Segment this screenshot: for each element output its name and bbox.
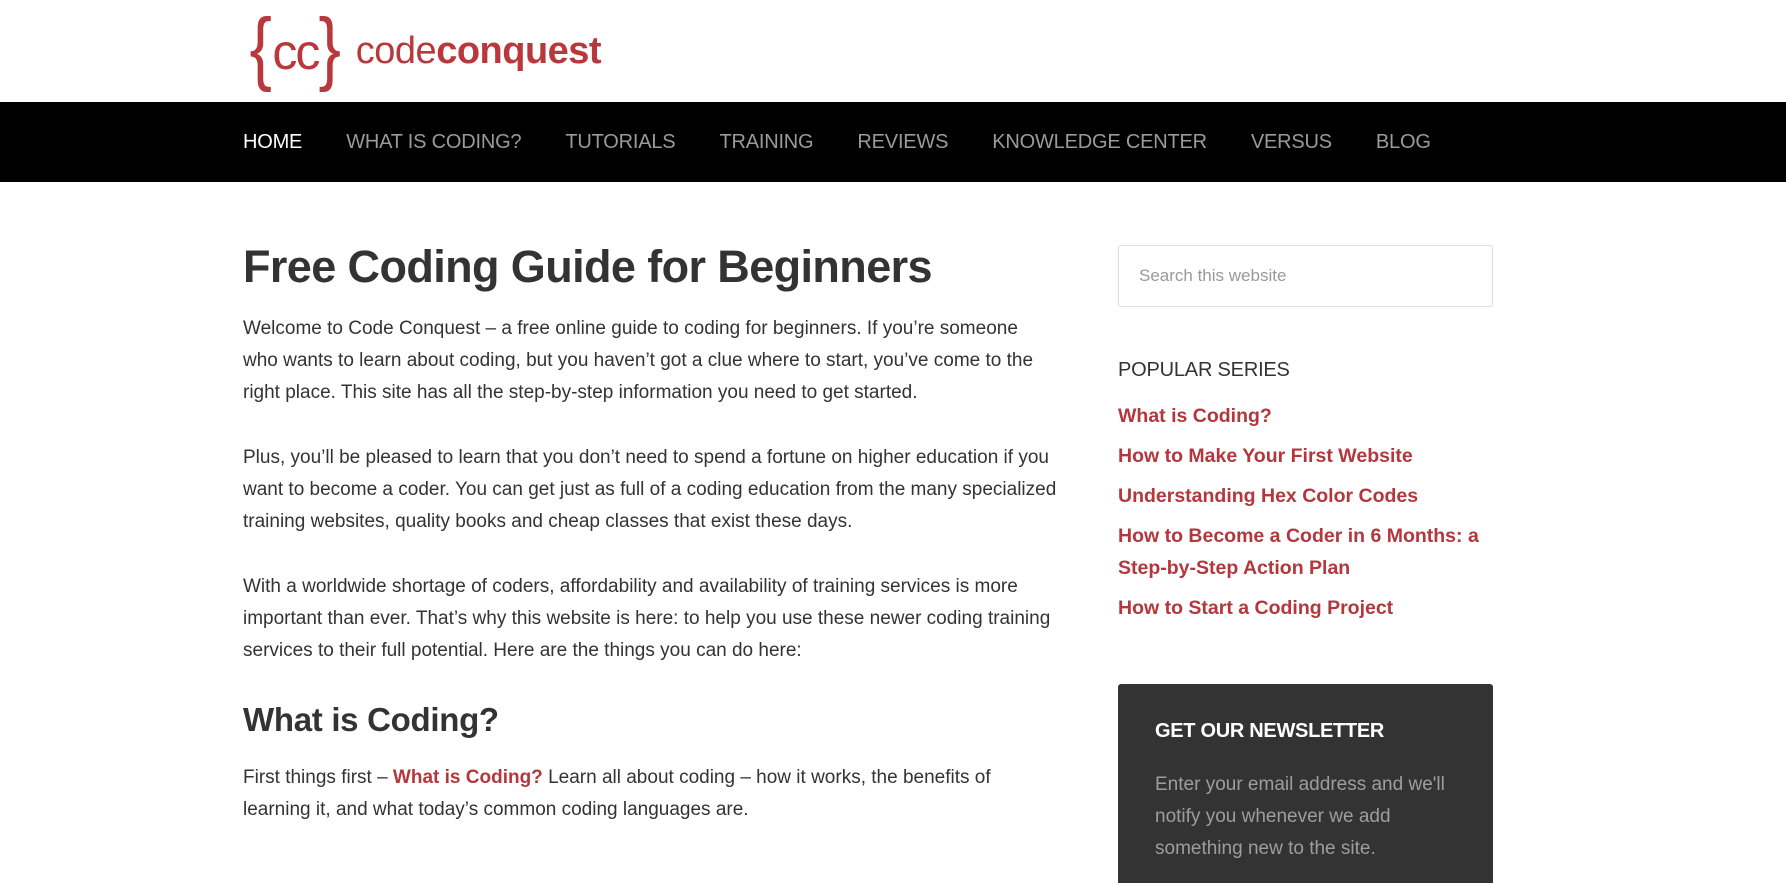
section-text-before: First things first – bbox=[243, 767, 393, 788]
newsletter-widget bbox=[1118, 684, 1493, 883]
popular-series-link[interactable]: What is Coding? bbox=[1118, 405, 1272, 427]
page-title: Free Coding Guide for Beginners bbox=[243, 241, 932, 292]
what-is-coding-link[interactable]: What is Coding? bbox=[392, 767, 543, 788]
search-input[interactable] bbox=[1118, 245, 1493, 307]
section-paragraph bbox=[243, 762, 1058, 826]
popular-series-link[interactable]: How to Start a Coding Project bbox=[1118, 597, 1394, 619]
logo-word-light: code bbox=[355, 29, 437, 72]
newsletter-text: Enter your email address and we'll notify you whenever we add something new to the site. bbox=[1155, 774, 1445, 859]
logo-brace-open: { bbox=[249, 2, 272, 93]
logo-brace-close: } bbox=[318, 2, 342, 93]
sidebar bbox=[1118, 245, 1493, 632]
logo-wordmark bbox=[356, 30, 601, 73]
section-heading-what-is-coding: What is Coding? bbox=[243, 701, 499, 738]
main-nav bbox=[0, 102, 1786, 182]
logo-word-bold: conquest bbox=[436, 29, 602, 72]
main-content bbox=[243, 240, 1058, 826]
nav-item-what-is-coding[interactable]: WHAT IS CODING? bbox=[346, 130, 522, 153]
intro-paragraph: Welcome to Code Conquest – a free online guide to coding for beginners. If you’re someone who wants to learn about coding, but you haven’t got a clue where to start, you’ve come to the right place. This site has all the step-by-step information you need to get started. bbox=[243, 318, 1034, 403]
nav-list bbox=[243, 102, 1475, 182]
logo-cc: cc bbox=[272, 24, 319, 80]
shortage-paragraph: With a worldwide shortage of coders, affordability and availability of training services is more important than ever. That’s why this website is here: to help you use these newer coding training services to their full potential. Here are the things you can do here: bbox=[243, 576, 1051, 661]
nav-item-reviews[interactable]: REVIEWS bbox=[857, 130, 949, 153]
section-text-after: Learn all about coding – how it works, the benefits of learning it, and what today’s common coding languages are. bbox=[243, 767, 991, 820]
nav-item-home[interactable]: HOME bbox=[243, 130, 303, 153]
popular-series-link[interactable]: How to Make Your First Website bbox=[1118, 445, 1413, 467]
education-paragraph: Plus, you’ll be pleased to learn that you don’t need to spend a fortune on higher education if you want to become a coder. You can get just as full of a coding education from the many specialized training websites, quality books and cheap classes that exist these days. bbox=[243, 447, 1057, 532]
nav-item-knowledge-center[interactable]: KNOWLEDGE CENTER bbox=[992, 130, 1207, 153]
popular-series-list bbox=[1118, 400, 1493, 624]
nav-item-training[interactable]: TRAINING bbox=[719, 130, 814, 153]
site-logo[interactable] bbox=[247, 2, 602, 93]
nav-item-versus[interactable]: VERSUS bbox=[1250, 130, 1332, 153]
popular-series-title: POPULAR SERIES bbox=[1118, 359, 1290, 381]
nav-item-tutorials[interactable]: TUTORIALS bbox=[565, 130, 676, 153]
site-header bbox=[0, 0, 1786, 102]
popular-series-link[interactable]: How to Become a Coder in 6 Months: a Step-by-Step Action Plan bbox=[1118, 525, 1479, 579]
logo-mark bbox=[247, 2, 344, 93]
nav-item-blog[interactable]: BLOG bbox=[1375, 130, 1431, 153]
newsletter-title: GET OUR NEWSLETTER bbox=[1155, 720, 1385, 742]
popular-series-link[interactable]: Understanding Hex Color Codes bbox=[1118, 485, 1419, 507]
